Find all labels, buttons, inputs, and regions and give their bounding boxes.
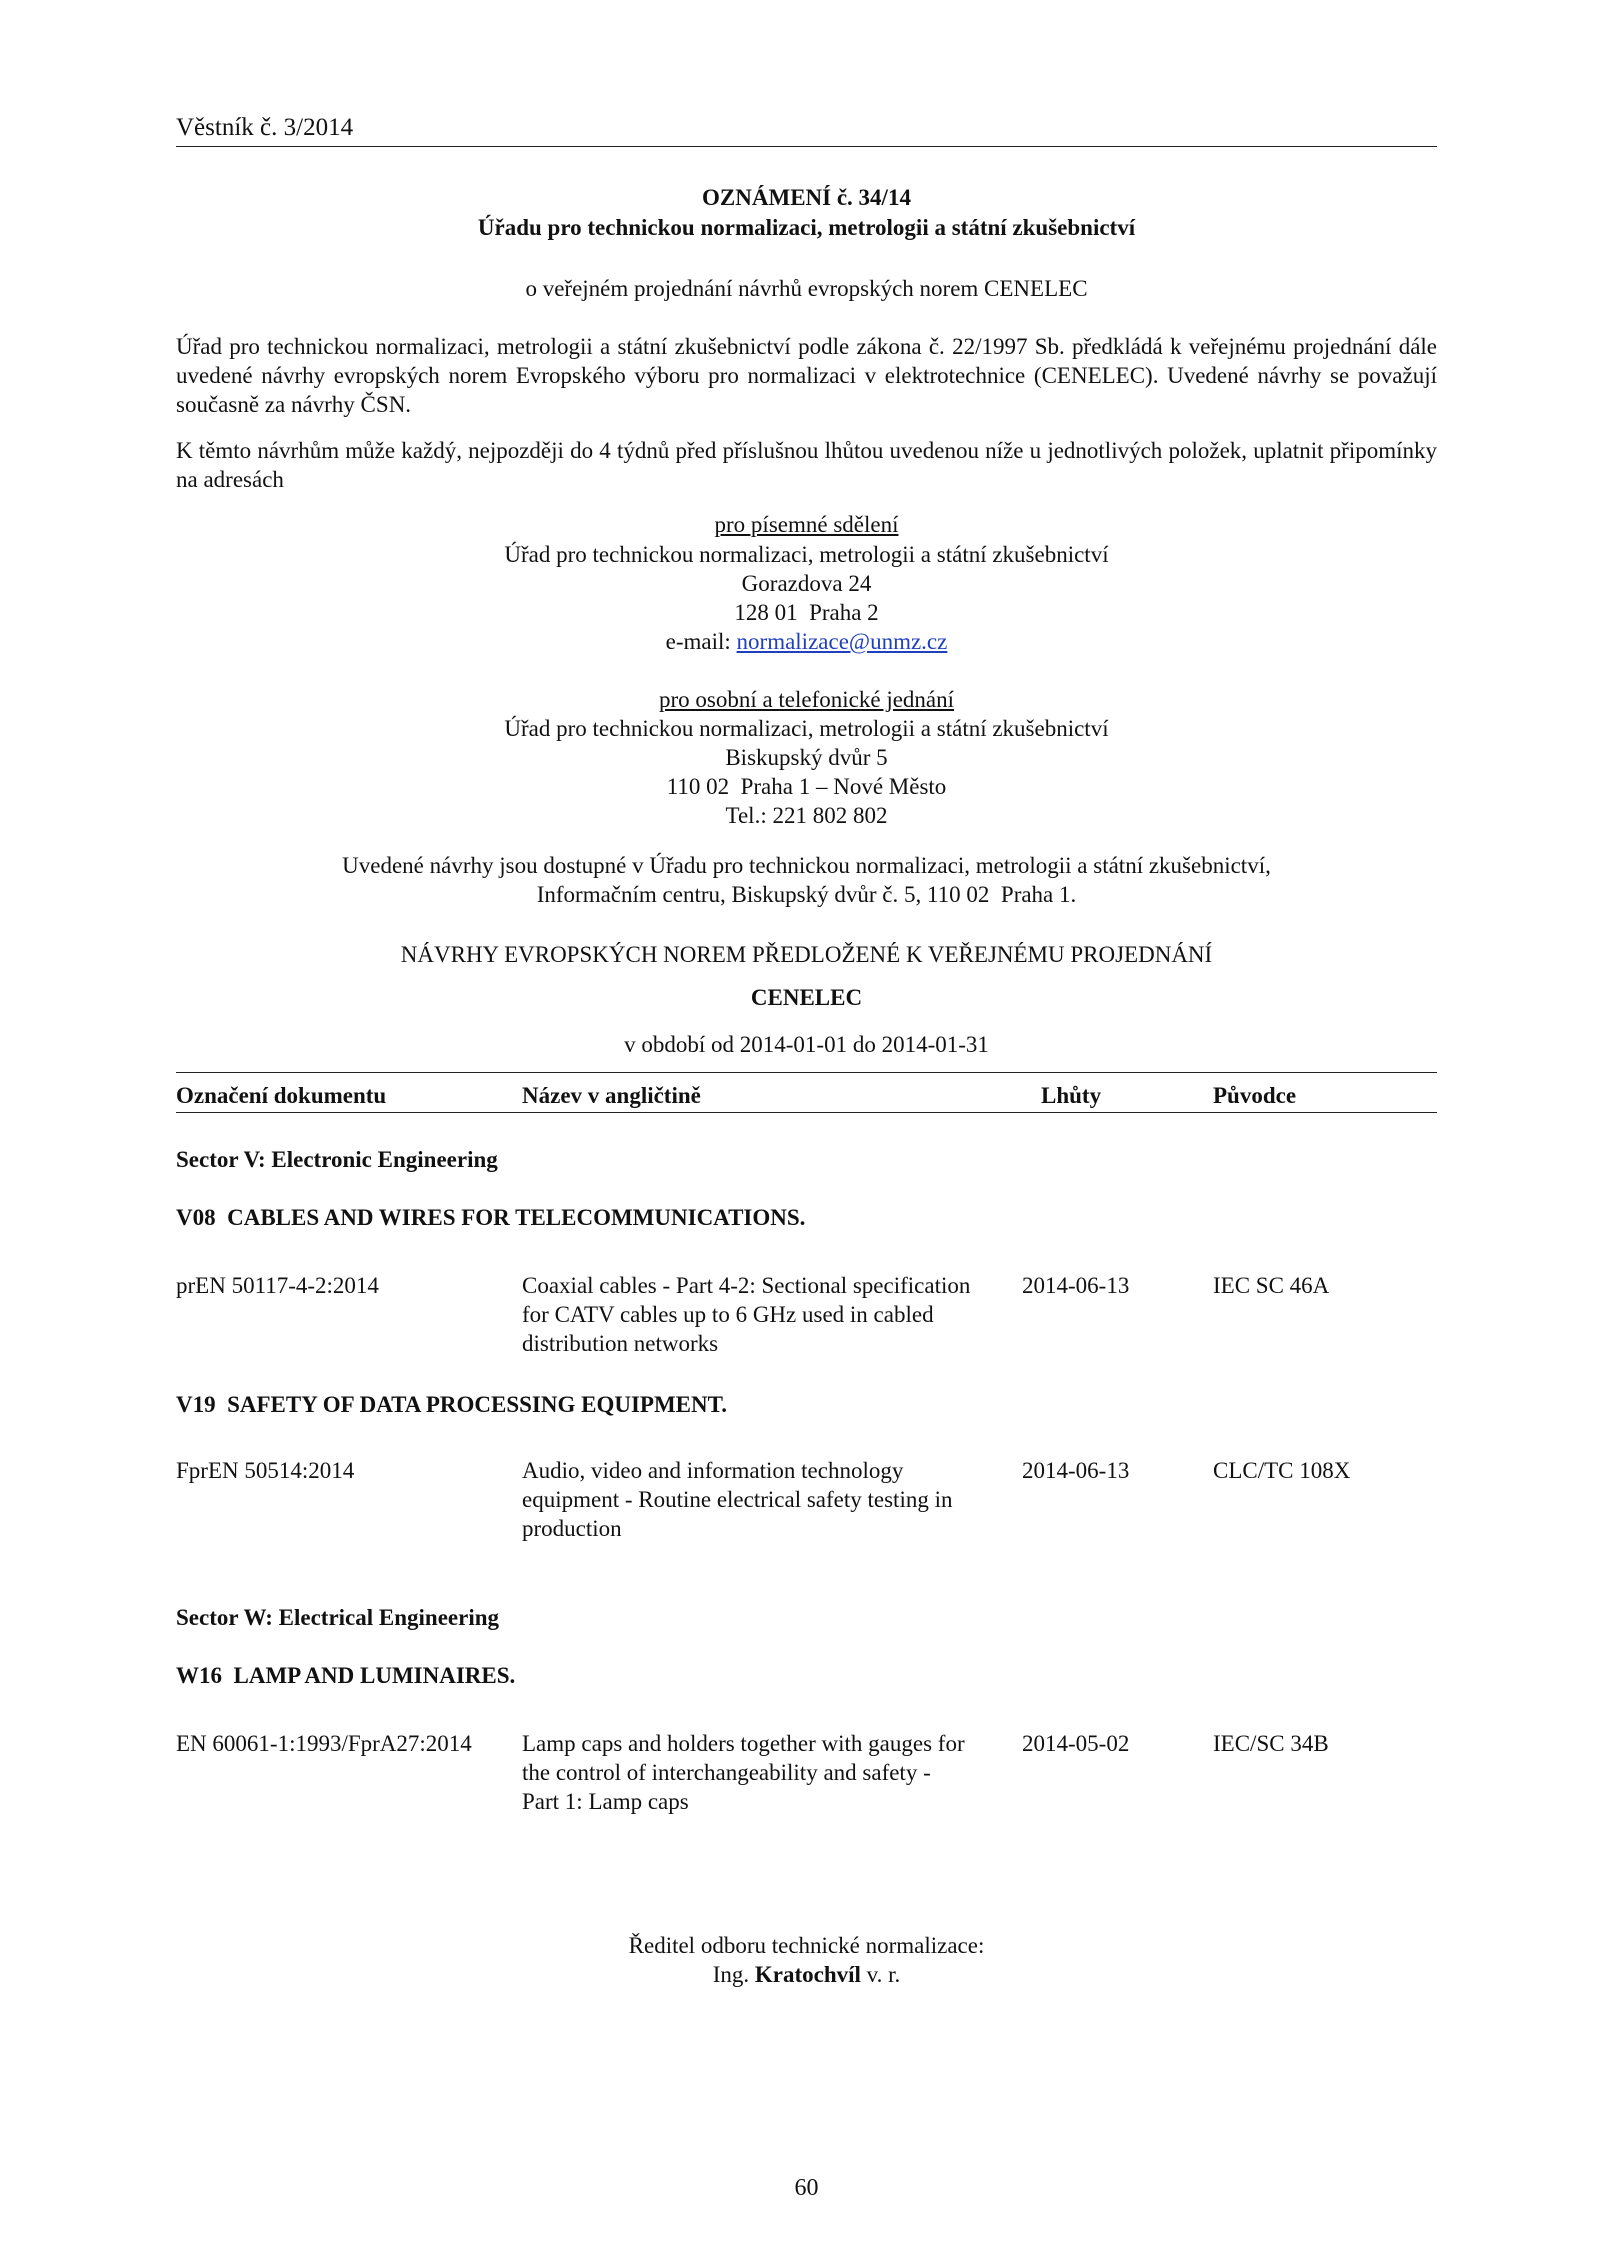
header-deadline: Lhůty xyxy=(1041,1083,1102,1108)
signature-suffix: v. r. xyxy=(860,1962,901,1987)
written-contact-city: 128 01 Praha 2 xyxy=(734,600,879,625)
signature-line xyxy=(176,1960,1437,1989)
header-rule xyxy=(176,146,1437,147)
announcement-number: OZNÁMENÍ č. 34/14 xyxy=(702,185,911,210)
personal-contact-org: Úřad pro technickou normalizaci, metrologii a státní zkušebnictví xyxy=(504,716,1109,741)
table-top-rule xyxy=(176,1072,1437,1073)
english-title-line: Audio, video and information technology xyxy=(522,1458,904,1483)
english-title xyxy=(522,1456,1007,1543)
english-title-line: production xyxy=(522,1516,622,1541)
availability-line-2: Informačním centru, Biskupský dvůr č. 5, 110 02 Praha 1. xyxy=(536,882,1077,907)
email-label: e-mail: xyxy=(665,629,737,654)
drafts-title: NÁVRHY EVROPSKÝCH NOREM PŘEDLOŽENÉ K VEŘEJNÉMU PROJEDNÁNÍ xyxy=(400,942,1213,967)
english-title-line: distribution networks xyxy=(522,1331,719,1356)
group-heading: V08 CABLES AND WIRES FOR TELECOMMUNICATIONS. xyxy=(176,1205,806,1230)
group-heading: V19 SAFETY OF DATA PROCESSING EQUIPMENT. xyxy=(176,1392,727,1417)
written-contact-heading: pro písemné sdělení xyxy=(714,512,899,537)
drafts-org: CENELEC xyxy=(750,985,863,1010)
header-originator: Původce xyxy=(1213,1083,1297,1108)
deadline: 2014-06-13 xyxy=(1022,1458,1130,1483)
originator: IEC SC 46A xyxy=(1213,1273,1330,1298)
deadline: 2014-06-13 xyxy=(1022,1273,1130,1298)
intro-paragraph: Úřad pro technickou normalizaci, metrologii a státní zkušebnictví podle zákona č. 22/1997 Sb. předkládá k veřejnému projednání dále uvedené návrhy evropských norem Evropského výboru pro normalizaci v elektrotechnice (CENELEC). Uvedené návrhy se považují současně za návrhy ČSN. xyxy=(176,334,1437,417)
english-title-line: for CATV cables up to 6 GHz used in cabled xyxy=(522,1302,934,1327)
comment-paragraph: K těmto návrhům může každý, nejpozději do 4 týdnů před příslušnou lhůtou uvedenou níže u jednotlivých položek, uplatnit připomínky na adresách xyxy=(176,438,1437,492)
english-title-line: equipment - Routine electrical safety testing in xyxy=(522,1487,953,1512)
english-title-line: the control of interchangeability and safety - xyxy=(522,1760,931,1785)
document-id: FprEN 50514:2014 xyxy=(176,1458,355,1483)
written-contact-org: Úřad pro technickou normalizaci, metrologii a státní zkušebnictví xyxy=(504,542,1109,567)
email-link[interactable]: normalizace@unmz.cz xyxy=(736,629,948,654)
written-contact-street: Gorazdova 24 xyxy=(741,571,872,596)
english-title-line: Coaxial cables - Part 4-2: Sectional specification xyxy=(522,1273,971,1298)
personal-contact-phone: Tel.: 221 802 802 xyxy=(725,803,888,828)
header-english-title: Název v angličtině xyxy=(522,1083,701,1108)
english-title-line: Part 1: Lamp caps xyxy=(522,1789,689,1814)
signature-name: Kratochvíl xyxy=(754,1962,861,1987)
document-id: EN 60061-1:1993/FprA27:2014 xyxy=(176,1731,472,1756)
sector-heading: Sector W: Electrical Engineering xyxy=(176,1605,500,1630)
originator: IEC/SC 34B xyxy=(1213,1731,1329,1756)
english-title xyxy=(522,1271,1007,1358)
personal-contact-heading: pro osobní a telefonické jednání xyxy=(658,687,955,712)
header-document-id: Označení dokumentu xyxy=(176,1083,387,1108)
announcement-issuer: Úřadu pro technickou normalizaci, metrologii a státní zkušebnictví xyxy=(477,215,1136,240)
group-heading: W16 LAMP AND LUMINAIRES. xyxy=(176,1663,516,1688)
originator: CLC/TC 108X xyxy=(1213,1458,1351,1483)
deadline: 2014-05-02 xyxy=(1022,1731,1130,1756)
sector-heading: Sector V: Electronic Engineering xyxy=(176,1147,498,1172)
english-title-line: Lamp caps and holders together with gauges for xyxy=(522,1731,965,1756)
signature-role: Ředitel odboru technické normalizace: xyxy=(628,1933,985,1958)
bulletin-header: Věstník č. 3/2014 xyxy=(176,114,354,141)
written-contact-email-line xyxy=(176,627,1437,656)
drafts-period: v období od 2014-01-01 do 2014-01-31 xyxy=(624,1032,989,1057)
availability-line-1: Uvedené návrhy jsou dostupné v Úřadu pro technickou normalizaci, metrologii a státní zkušebnictví, xyxy=(342,853,1271,878)
table-header-rule xyxy=(176,1112,1437,1113)
document-id: prEN 50117-4-2:2014 xyxy=(176,1273,379,1298)
signature-prefix: Ing. xyxy=(712,1962,755,1987)
announcement-subject: o veřejném projednání návrhů evropských norem CENELEC xyxy=(525,276,1088,301)
personal-contact-city: 110 02 Praha 1 – Nové Město xyxy=(666,774,947,799)
page-number: 60 xyxy=(794,2175,819,2201)
english-title xyxy=(522,1729,1007,1816)
personal-contact-street: Biskupský dvůr 5 xyxy=(725,745,888,770)
